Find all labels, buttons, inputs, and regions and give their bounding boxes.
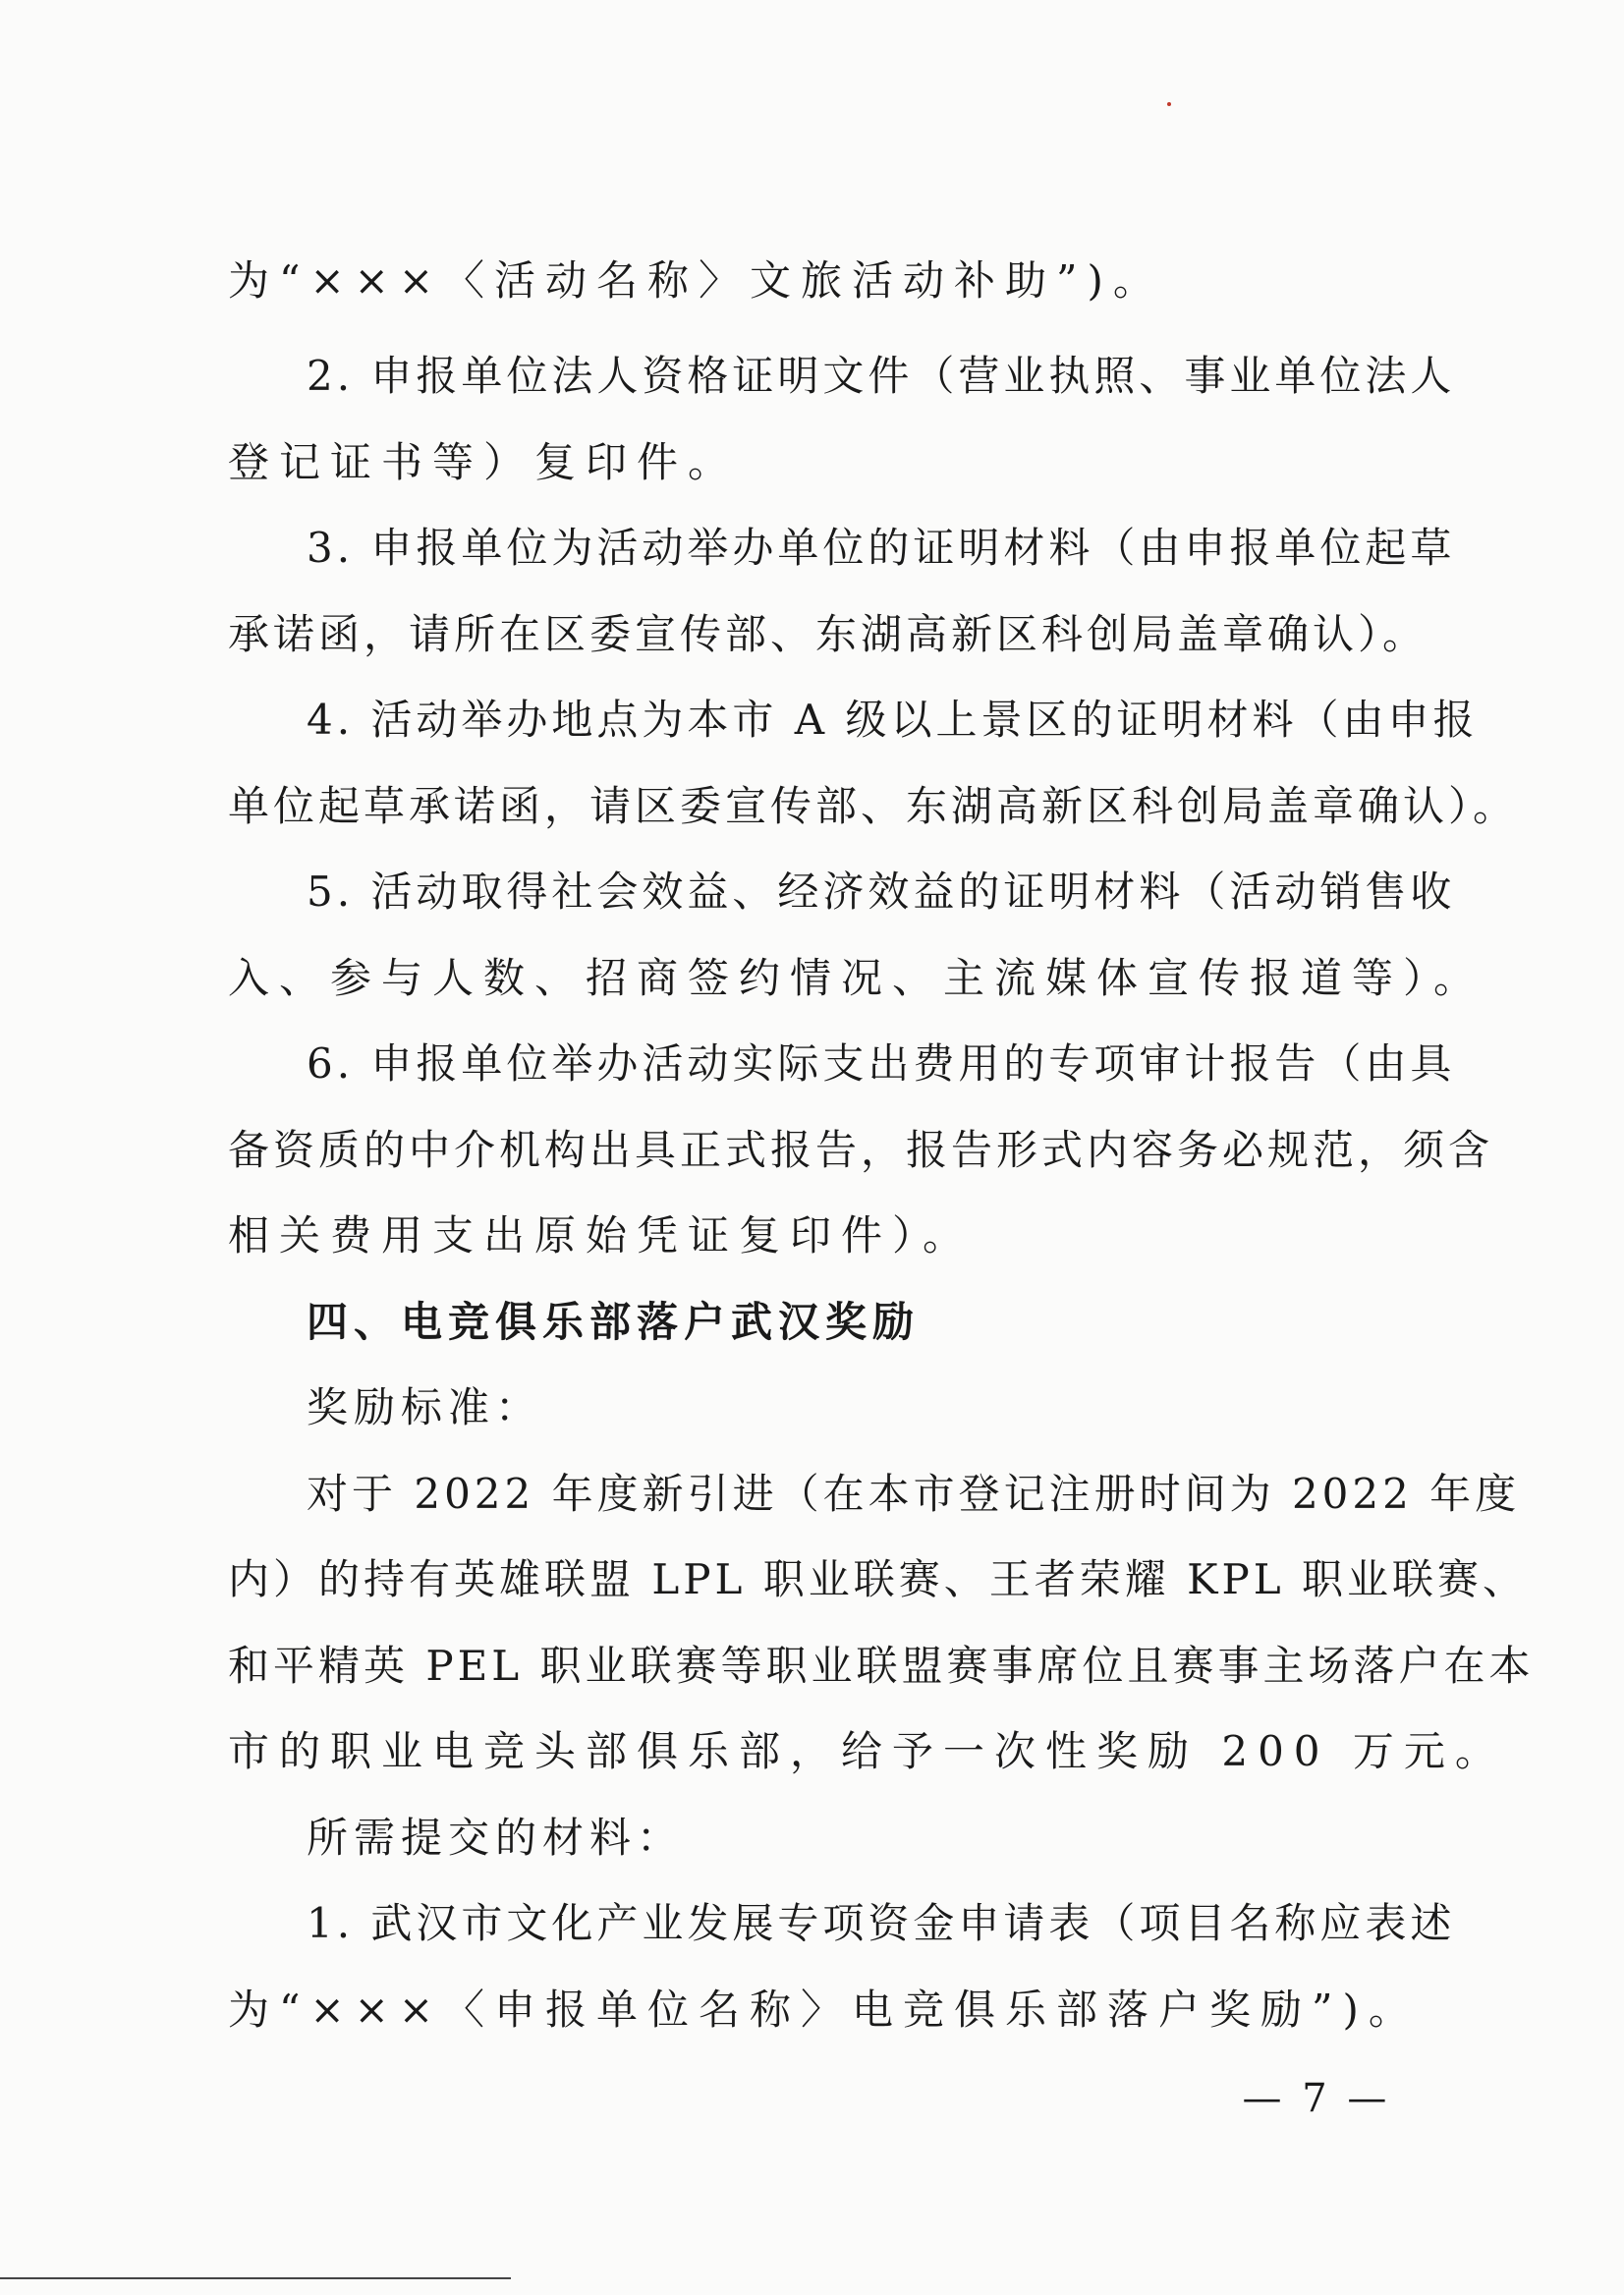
subheading: 所需提交的材料： (307, 1814, 685, 1862)
red-mark (1167, 102, 1171, 106)
subheading: 奖励标准： (307, 1383, 543, 1431)
text-line: 5. 活动取得社会效益、经济效益的证明材料（活动销售收 (307, 868, 1456, 916)
text-line: 入、参与人数、招商签约情况、主流媒体宣传报道等）。 (228, 954, 1485, 1002)
text-line: 单位起草承诺函，请区委宣传部、东湖高新区科创局盖章确认）。 (228, 782, 1519, 830)
text-line: 承诺函，请所在区委宣传部、东湖高新区科创局盖章确认）。 (228, 610, 1428, 658)
text-line: 3. 申报单位为活动举办单位的证明材料（由申报单位起草 (307, 524, 1456, 572)
text-line: 2. 申报单位法人资格证明文件（营业执照、事业单位法人 (307, 352, 1456, 400)
page-number: — 7 — (1242, 2076, 1391, 2121)
text-line: 备资质的中介机构出具正式报告，报告形式内容务必规范，须含 (228, 1126, 1494, 1174)
text-line: 相关费用支出原始凭证复印件）。 (228, 1211, 975, 1259)
text-line: 6. 申报单位举办活动实际支出费用的专项审计报告（由具 (307, 1039, 1456, 1088)
text-line: 内）的持有英雄联盟 LPL 职业联赛、王者荣耀 KPL 职业联赛、 (228, 1555, 1528, 1603)
text-line: 为“×××〈申报单位名称〉电竞俱乐部落户奖励”)。 (228, 1986, 1420, 2034)
text-line: 为“×××〈活动名称〉文旅活动补助”)。 (228, 256, 1164, 305)
section-heading: 四、电竞俱乐部落户武汉奖励 (307, 1298, 921, 1346)
text-line: 登记证书等）复印件。 (228, 438, 740, 486)
text-line: 4. 活动举办地点为本市 A 级以上景区的证明材料（由申报 (307, 696, 1479, 744)
text-line: 市的职业电竞头部俱乐部，给予一次性奖励 200 万元。 (228, 1727, 1506, 1775)
text-line: 和平精英 PEL 职业联赛等职业联盟赛事席位且赛事主场落户在本 (228, 1642, 1535, 1690)
text-line: 1. 武汉市文化产业发展专项资金申请表（项目名称应表述 (307, 1899, 1456, 1947)
text-line: 对于 2022 年度新引进（在本市登记注册时间为 2022 年度 (307, 1470, 1521, 1518)
bottom-rule (0, 2277, 511, 2279)
